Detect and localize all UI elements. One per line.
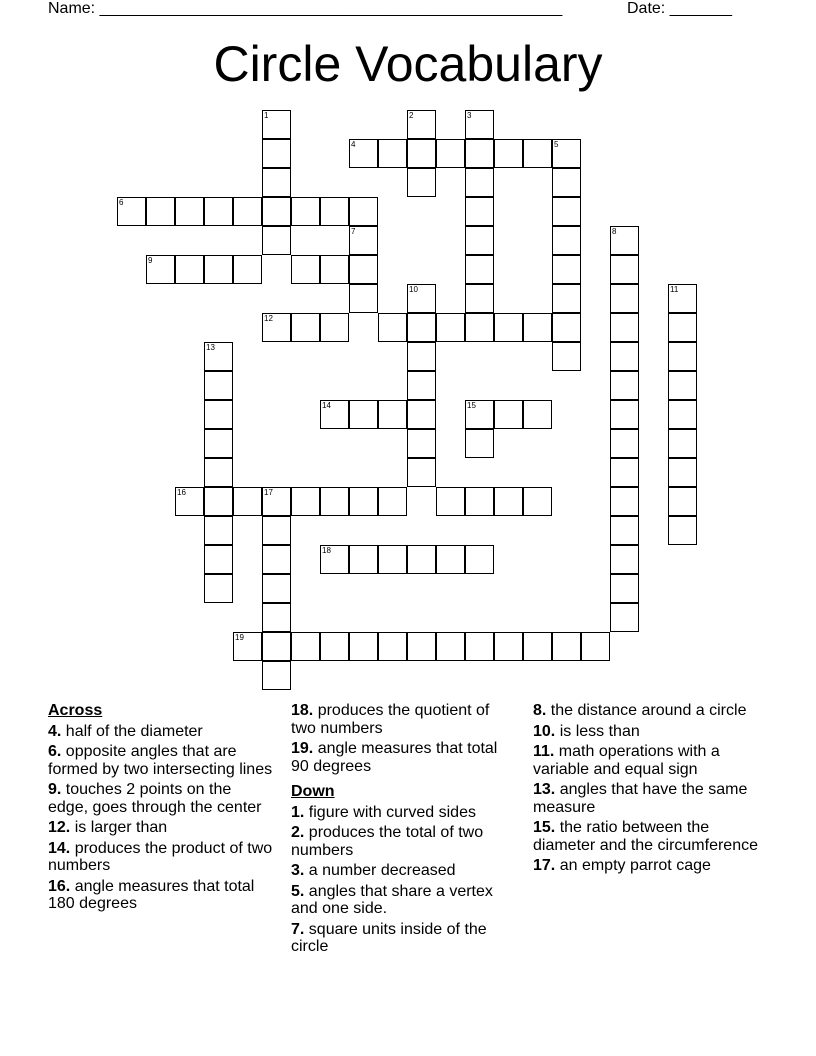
clue-number-label: 3. (291, 862, 305, 879)
clue-number: 10 (409, 285, 418, 294)
grid-cell[interactable] (465, 400, 494, 429)
clue (291, 862, 516, 880)
grid-cell[interactable] (262, 139, 291, 168)
grid-cell[interactable] (668, 371, 697, 400)
grid-cell[interactable] (378, 487, 407, 516)
grid-cell[interactable] (320, 632, 349, 661)
clue-number-label: 19. (291, 740, 314, 757)
grid-cell[interactable] (610, 371, 639, 400)
grid-cell[interactable] (610, 400, 639, 429)
grid-cell[interactable] (552, 255, 581, 284)
clues-column-3 (533, 702, 763, 878)
clue-text: angle measures that total 90 degrees (291, 740, 498, 775)
clue-text: opposite angles that are formed by two intersecting lines (48, 743, 273, 778)
clue-text: produces the total of two numbers (291, 824, 484, 859)
grid-cell[interactable] (465, 139, 494, 168)
grid-cell[interactable] (668, 429, 697, 458)
grid-cell[interactable] (349, 139, 378, 168)
grid-cell[interactable] (204, 429, 233, 458)
grid-cell[interactable] (436, 313, 465, 342)
grid-cell[interactable] (407, 429, 436, 458)
clue-number-label: 10. (533, 722, 556, 740)
grid-cell[interactable] (378, 400, 407, 429)
grid-cell[interactable] (465, 168, 494, 197)
grid-cell[interactable] (233, 487, 262, 516)
clue (48, 743, 273, 778)
grid-cell[interactable] (407, 458, 436, 487)
grid-cell[interactable] (407, 313, 436, 342)
grid-cell[interactable] (494, 632, 523, 661)
grid-cell[interactable] (291, 632, 320, 661)
grid-cell[interactable] (233, 632, 262, 661)
grid-cell[interactable] (262, 632, 291, 661)
grid-cell[interactable] (465, 110, 494, 139)
clue (48, 840, 273, 875)
clue-text: figure with curved sides (304, 803, 476, 821)
clue (48, 878, 273, 913)
grid-cell[interactable] (233, 197, 262, 226)
grid-cell[interactable] (465, 487, 494, 516)
grid-cell[interactable] (407, 110, 436, 139)
grid-cell[interactable] (610, 487, 639, 516)
grid-cell[interactable] (494, 400, 523, 429)
grid-cell[interactable] (204, 458, 233, 487)
grid-cell[interactable] (349, 545, 378, 574)
grid-cell[interactable] (610, 255, 639, 284)
grid-cell[interactable] (204, 342, 233, 371)
grid-cell[interactable] (204, 371, 233, 400)
clue-number: 16 (177, 488, 186, 497)
grid-cell[interactable] (233, 255, 262, 284)
clue-text: touches 2 points on the edge, goes through the center (48, 781, 262, 816)
grid-cell[interactable] (378, 545, 407, 574)
clue-number: 12 (264, 314, 273, 323)
grid-cell[interactable] (668, 284, 697, 313)
grid-cell[interactable] (204, 516, 233, 545)
clue-number: 7 (351, 227, 356, 236)
grid-cell[interactable] (407, 371, 436, 400)
grid-cell[interactable] (465, 226, 494, 255)
clue-text: math operations with a variable and equal sign (533, 743, 720, 778)
grid-cell[interactable] (668, 313, 697, 342)
grid-cell[interactable] (175, 487, 204, 516)
grid-cell[interactable] (610, 342, 639, 371)
grid-cell[interactable] (465, 545, 494, 574)
grid-cell[interactable] (465, 429, 494, 458)
clue-number: 13 (206, 343, 215, 352)
clue-number-label: 12. (48, 819, 71, 836)
clue-number-label: 11. (533, 743, 555, 760)
grid-cell[interactable] (262, 110, 291, 139)
clue (533, 723, 763, 741)
grid-cell[interactable] (262, 197, 291, 226)
grid-cell[interactable] (407, 139, 436, 168)
clue (291, 740, 516, 775)
grid-cell[interactable] (291, 197, 320, 226)
clue (291, 921, 516, 956)
grid-cell[interactable] (204, 400, 233, 429)
clue (48, 723, 273, 741)
clue-number: 8 (612, 227, 617, 236)
clue-number-label: 2. (291, 824, 305, 841)
clue-number-label: 15. (533, 819, 556, 836)
clue-number: 1 (264, 111, 269, 120)
grid-cell[interactable] (523, 400, 552, 429)
clue-number: 3 (467, 111, 472, 120)
grid-cell[interactable] (262, 574, 291, 603)
grid-cell[interactable] (436, 139, 465, 168)
clue-number-label: 14. (48, 839, 71, 857)
grid-cell[interactable] (407, 400, 436, 429)
grid-cell[interactable] (262, 313, 291, 342)
grid-cell[interactable] (291, 313, 320, 342)
grid-cell[interactable] (262, 487, 291, 516)
grid-cell[interactable] (175, 197, 204, 226)
clue-number-label: 7. (291, 920, 305, 938)
grid-cell[interactable] (204, 545, 233, 574)
clue (533, 702, 763, 720)
grid-cell[interactable] (552, 226, 581, 255)
clue (291, 824, 516, 859)
clue-number: 19 (235, 633, 244, 642)
clue-text: angles that share a vertex and one side. (291, 882, 493, 917)
grid-cell[interactable] (320, 197, 349, 226)
grid-cell[interactable] (407, 632, 436, 661)
clue-number: 15 (467, 401, 476, 410)
clue-text: produces the product of two numbers (48, 839, 273, 874)
clue (291, 804, 516, 822)
grid-cell[interactable] (610, 284, 639, 313)
clue-number: 6 (119, 198, 124, 207)
clue-text: square units inside of the circle (291, 920, 487, 955)
grid-cell[interactable] (204, 574, 233, 603)
grid-cell[interactable] (465, 313, 494, 342)
grid-cell[interactable] (407, 545, 436, 574)
clue-number-label: 4. (48, 722, 62, 740)
across-heading: Across (48, 702, 103, 719)
clue-text: is less than (555, 722, 640, 740)
grid-cell[interactable] (175, 255, 204, 284)
grid-cell[interactable] (610, 516, 639, 545)
grid-cell[interactable] (349, 400, 378, 429)
grid-cell[interactable] (291, 255, 320, 284)
grid-cell[interactable] (581, 632, 610, 661)
grid-cell[interactable] (262, 661, 291, 690)
grid-cell[interactable] (552, 197, 581, 226)
clue-text: is larger than (70, 819, 168, 836)
clue-text: the ratio between the diameter and the circumference (533, 819, 758, 854)
grid-cell[interactable] (668, 458, 697, 487)
grid-cell[interactable] (552, 284, 581, 313)
grid-cell[interactable] (262, 516, 291, 545)
clue-number: 14 (322, 401, 331, 410)
clue-number-label: 16. (48, 877, 71, 895)
page-title: Circle Vocabulary (213, 36, 603, 92)
clue-number-label: 13. (533, 781, 556, 798)
grid-cell[interactable] (552, 313, 581, 342)
clue-number-label: 5. (291, 882, 305, 900)
grid-cell[interactable] (204, 197, 233, 226)
clue (533, 857, 763, 875)
grid-cell[interactable] (610, 226, 639, 255)
grid-cell[interactable] (204, 487, 233, 516)
grid-cell[interactable] (610, 545, 639, 574)
grid-cell[interactable] (610, 458, 639, 487)
clue-text: half of the diameter (61, 722, 203, 740)
grid-cell[interactable] (465, 284, 494, 313)
clue (533, 743, 763, 778)
grid-cell[interactable] (320, 400, 349, 429)
grid-cell[interactable] (610, 574, 639, 603)
clue-number-label: 18. (291, 702, 314, 719)
down-heading: Down (291, 783, 335, 800)
grid-cell[interactable] (262, 226, 291, 255)
grid-cell[interactable] (320, 545, 349, 574)
grid-cell[interactable] (262, 545, 291, 574)
grid-cell[interactable] (407, 342, 436, 371)
clue-text: angles that have the same measure (533, 781, 748, 816)
clue-number-label: 1. (291, 803, 305, 821)
clue-number: 11 (670, 285, 679, 294)
grid-cell[interactable] (465, 197, 494, 226)
clue-number: 2 (409, 111, 414, 120)
clues-column-2 (291, 702, 516, 959)
grid-cell[interactable] (552, 168, 581, 197)
grid-cell[interactable] (349, 255, 378, 284)
clue-number-label: 8. (533, 702, 547, 719)
clue-number-label: 6. (48, 743, 62, 760)
clue-number-label: 17. (533, 857, 556, 874)
grid-cell[interactable] (320, 313, 349, 342)
grid-cell[interactable] (349, 632, 378, 661)
grid-cell[interactable] (552, 342, 581, 371)
grid-cell[interactable] (610, 429, 639, 458)
grid-cell[interactable] (349, 226, 378, 255)
grid-cell[interactable] (494, 139, 523, 168)
grid-cell[interactable] (378, 632, 407, 661)
grid-cell[interactable] (436, 632, 465, 661)
grid-cell[interactable] (436, 545, 465, 574)
clue (291, 883, 516, 918)
clue-number: 18 (322, 546, 331, 555)
grid-cell[interactable] (552, 632, 581, 661)
grid-cell[interactable] (407, 284, 436, 313)
grid-cell[interactable] (523, 487, 552, 516)
grid-cell[interactable] (262, 168, 291, 197)
clue (533, 819, 763, 854)
grid-cell[interactable] (668, 487, 697, 516)
grid-cell[interactable] (378, 313, 407, 342)
clue-number: 5 (554, 140, 559, 149)
grid-cell[interactable] (494, 313, 523, 342)
grid-cell[interactable] (117, 197, 146, 226)
grid-cell[interactable] (146, 255, 175, 284)
clue-text: the distance around a circle (546, 702, 747, 719)
grid-cell[interactable] (668, 400, 697, 429)
clues-column-1 (48, 702, 273, 916)
grid-cell[interactable] (407, 168, 436, 197)
clue (48, 781, 273, 816)
clue (533, 781, 763, 816)
clue-number: 17 (264, 488, 273, 497)
grid-cell[interactable] (320, 487, 349, 516)
clue-number-label: 9. (48, 781, 62, 798)
grid-cell[interactable] (523, 632, 552, 661)
grid-cell[interactable] (349, 487, 378, 516)
grid-cell[interactable] (349, 284, 378, 313)
grid-cell[interactable] (552, 139, 581, 168)
grid-cell[interactable] (523, 139, 552, 168)
clue (48, 819, 273, 837)
grid-cell[interactable] (610, 313, 639, 342)
grid-cell[interactable] (494, 487, 523, 516)
grid-cell[interactable] (204, 255, 233, 284)
grid-cell[interactable] (378, 139, 407, 168)
grid-cell[interactable] (523, 313, 552, 342)
grid-cell[interactable] (146, 197, 175, 226)
clue-text: produces the quotient of two numbers (291, 702, 490, 737)
clue-text: a number decreased (304, 862, 456, 879)
grid-cell[interactable] (668, 516, 697, 545)
grid-cell[interactable] (436, 487, 465, 516)
clue-number: 4 (351, 140, 356, 149)
grid-cell[interactable] (465, 632, 494, 661)
grid-cell[interactable] (320, 255, 349, 284)
grid-cell[interactable] (291, 487, 320, 516)
grid-cell[interactable] (610, 603, 639, 632)
date-field[interactable]: Date: _______ (627, 0, 732, 17)
grid-cell[interactable] (349, 197, 378, 226)
grid-cell[interactable] (668, 342, 697, 371)
clue-text: an empty parrot cage (555, 857, 711, 874)
grid-cell[interactable] (465, 255, 494, 284)
clue-number: 9 (148, 256, 153, 265)
grid-cell[interactable] (262, 603, 291, 632)
clue-text: angle measures that total 180 degrees (48, 877, 255, 912)
clue (291, 702, 516, 737)
name-field[interactable]: Name: ____________________________________________________ (48, 0, 563, 17)
